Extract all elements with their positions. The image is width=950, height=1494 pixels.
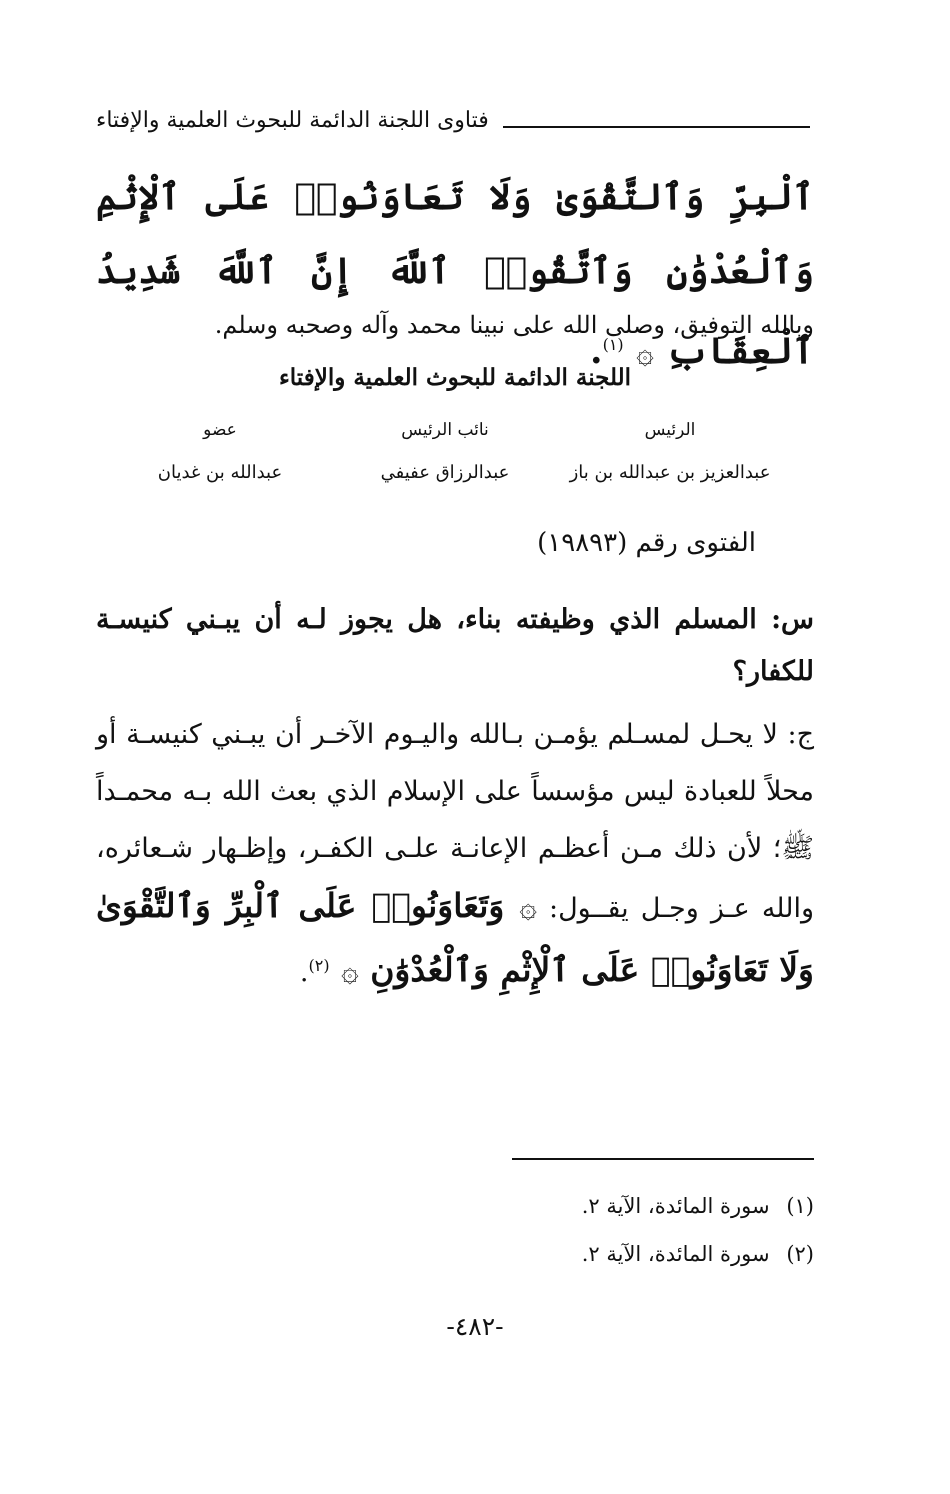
verse-end-punct: . [590, 330, 603, 372]
footnote-number: (٢) [786, 1242, 814, 1266]
answer-end-punct: . [299, 957, 309, 988]
answer-quran-text: وَتَعَاوَنُوا۟ عَلَى ٱلْبِرِّ وَٱلتَّقْوَىٰ وَلَا تَعَاوَنُوا۟ عَلَى ٱلْإِثْمِ وَٱلْعُدْوَٰنِ [96, 886, 814, 989]
quran-verse-continuation [96, 160, 814, 391]
closing-prayer [96, 308, 814, 342]
footnotes [96, 1182, 814, 1278]
footnote-item [96, 1182, 814, 1230]
footnote-text: سورة المائدة، الآية ٢. [581, 1242, 770, 1266]
quran-closing-ornament: ۞ [636, 336, 654, 371]
quran-opening-ornament: ۞ [519, 890, 537, 925]
footnote-ref-1: (١) [602, 335, 624, 354]
running-header [96, 98, 810, 132]
quran-verse-text: ٱلْبِرِّ وَٱلتَّقْوَىٰ وَلَا تَعَاوَنُوا۟ عَلَى ٱلْإِثْمِ وَٱلْعُدْوَٰنِ وَٱتَّقُوا۟ ٱللَّهَ إِنَّ ٱللَّهَ شَدِيدُ ٱلْعِقَابِ [96, 176, 814, 372]
closing-text: وبالله التوفيق، وصلى الله على نبينا محمد وآله وصحبه وسلم. [214, 311, 814, 339]
signatory-name-vice-chair: عبدالرزاق عفيفي [380, 462, 510, 483]
signatory-role-member: عضو [203, 420, 237, 440]
committee-name: اللجنة الدائمة للبحوث العلمية والإفتاء [278, 364, 632, 391]
quran-closing-ornament-2: ۞ [341, 954, 359, 989]
header-rule [503, 126, 810, 128]
signatory-names-row [110, 462, 780, 483]
footnote-item [96, 1230, 814, 1278]
answer-text: ج: لا يحـل لمسـلم يؤمـن بـالله واليـوم الآخـر أن يبـني كنيسـة أو محلاً للعبادة ليس مؤسساً على الإسلام الذي بعث الله بـه محمـداً ﷺ؛ لأن ذلك مـن أعظـم الإعانـة علـى الكفـر، وإظـهار شـعائره، والله عـز وجـل يقــول: [96, 719, 815, 924]
header-title: فتاوى اللجنة الدائمة للبحوث العلمية والإفتاء [96, 108, 489, 133]
fatwa-answer [96, 706, 814, 1001]
footnote-ref-2: (٢) [308, 956, 330, 975]
signatory-role-chair: الرئيس [644, 420, 696, 440]
footnote-separator [512, 1158, 814, 1160]
page-number: -٤٨٢- [446, 1312, 504, 1341]
signatory-name-chair: عبدالعزيز بن عبدالله بن باز [569, 462, 771, 483]
footnote-text: سورة المائدة، الآية ٢. [581, 1194, 770, 1218]
footnote-number: (١) [786, 1194, 814, 1218]
fatwa-number: الفتوى رقم (١٩٨٩٣) [537, 528, 756, 558]
signatory-role-vice-chair: نائب الرئيس [401, 420, 489, 440]
fatwa-question: س: المسلم الذي وظيفته بناء، هل يجوز لـه أن يبـني كنيسـة للكفار؟ [96, 604, 814, 687]
signatory-name-member: عبدالله بن غديان [157, 462, 283, 483]
signatory-roles-row [110, 420, 780, 440]
